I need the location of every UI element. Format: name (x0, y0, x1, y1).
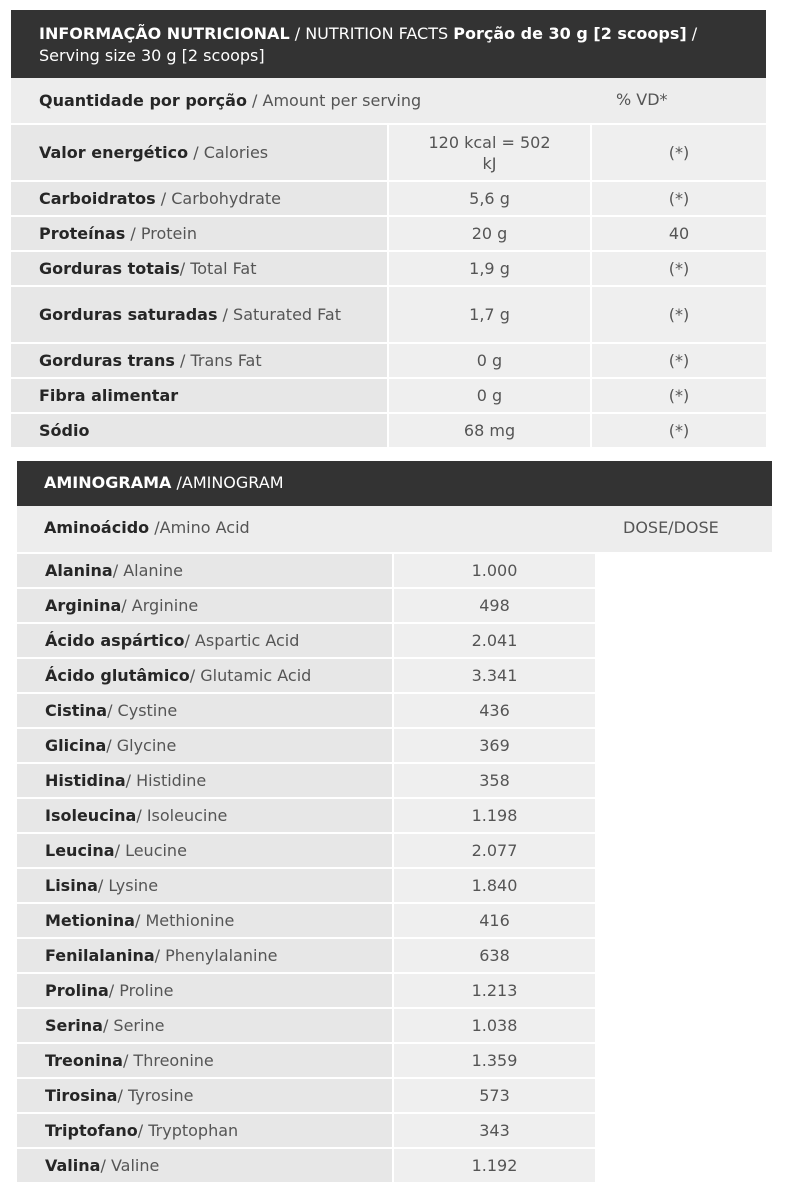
nutrition-row (11, 125, 766, 182)
amino-name (17, 764, 394, 799)
amount-label-pt: Quantidade por porção (39, 91, 247, 110)
amino-name-pt: Alanina (45, 561, 113, 580)
nutrient-daily-value: (*) (592, 125, 766, 182)
amino-row (17, 1044, 772, 1079)
amino-name (17, 869, 394, 904)
amino-dose: 1.192 (394, 1149, 595, 1184)
amino-row (17, 729, 772, 764)
nutrition-header (11, 10, 766, 78)
amino-name-en: / Valine (100, 1156, 160, 1175)
amino-name-en: / Alanine (112, 561, 183, 580)
amino-name-pt: Prolina (45, 981, 109, 1000)
amino-row (17, 694, 772, 729)
amino-name-en: / Aspartic Acid (184, 631, 300, 650)
nutrient-amount (389, 125, 592, 182)
amino-row (17, 1149, 772, 1184)
amino-empty-cell (595, 1079, 772, 1114)
nutrient-amount (389, 379, 592, 414)
amino-row (17, 624, 772, 659)
nutrient-amount (389, 344, 592, 379)
amino-name (17, 554, 394, 589)
amino-dose: 358 (394, 764, 595, 799)
amino-name-en: / Tryptophan (137, 1121, 239, 1140)
nutrient-name (11, 182, 389, 217)
serving-size-en: / Serving size 30 g [2 scoops] (39, 24, 698, 65)
amino-empty-cell (595, 904, 772, 939)
nutrient-name-en: / Carbohydrate (155, 189, 281, 208)
amino-empty-cell (595, 554, 772, 589)
nutrient-amount (389, 217, 592, 252)
nutrition-row (11, 252, 766, 287)
nutrient-name-pt: Proteínas (39, 224, 126, 243)
nutrition-title-pt: INFORMAÇÃO NUTRICIONAL (39, 24, 290, 43)
amino-dose: 2.041 (394, 624, 595, 659)
nutrient-amount (389, 287, 592, 344)
amino-name-en: / Phenylalanine (154, 946, 278, 965)
nutrient-amount-value: 68 mg (463, 421, 516, 440)
amino-dose: 369 (394, 729, 595, 764)
amino-row (17, 1079, 772, 1114)
amino-name (17, 1079, 394, 1114)
amino-empty-cell (595, 799, 772, 834)
nutrient-amount-value: 0 g (476, 386, 503, 405)
amino-dose: 1.000 (394, 554, 595, 589)
amino-name-pt: Ácido glutâmico (45, 666, 190, 685)
amino-name-en: / Glycine (106, 736, 177, 755)
nutrient-daily-value: (*) (592, 379, 766, 414)
nutrition-row (11, 344, 766, 379)
amino-name-en: / Glutamic Acid (189, 666, 312, 685)
amino-row (17, 1009, 772, 1044)
amino-name-en: / Histidine (125, 771, 207, 790)
amino-name (17, 729, 394, 764)
amino-name (17, 834, 394, 869)
amino-dose: 1.198 (394, 799, 595, 834)
amino-name (17, 659, 394, 694)
amino-name-pt: Treonina (45, 1051, 123, 1070)
amino-dose: 416 (394, 904, 595, 939)
amino-name-pt: Fenilalanina (45, 946, 155, 965)
amino-dose: 638 (394, 939, 595, 974)
amino-empty-cell (595, 624, 772, 659)
amino-row (17, 1114, 772, 1149)
nutrient-name-pt: Gorduras saturadas (39, 305, 218, 324)
nutrient-name-en: / Total Fat (179, 259, 257, 278)
amino-name-pt: Isoleucina (45, 806, 137, 825)
amino-name-pt: Metionina (45, 911, 135, 930)
amino-name-pt: Tirosina (45, 1086, 118, 1105)
amino-row (17, 834, 772, 869)
amino-name (17, 1149, 394, 1184)
amino-row (17, 764, 772, 799)
nutrition-table (11, 10, 766, 449)
nutrient-amount-value: 5,6 g (469, 189, 510, 208)
amino-dose: 2.077 (394, 834, 595, 869)
amino-empty-cell (595, 869, 772, 904)
nutrient-amount-value: 1,9 g (469, 259, 510, 278)
amino-label-en: /Amino Acid (149, 518, 250, 537)
amount-per-serving-label (39, 90, 421, 111)
nutrition-row (11, 379, 766, 414)
aminogram-title-en: /AMINOGRAM (171, 473, 284, 492)
amino-name (17, 624, 394, 659)
nutrient-name-en: / Saturated Fat (217, 305, 341, 324)
nutrition-row (11, 287, 766, 344)
aminogram-header (17, 461, 772, 506)
nutrient-name (11, 125, 389, 182)
nutrient-amount-value: 20 g (471, 224, 508, 243)
amino-name-pt: Ácido aspártico (45, 631, 185, 650)
nutrient-name (11, 252, 389, 287)
aminogram-column-header (17, 506, 772, 554)
nutrient-name-pt: Carboidratos (39, 189, 156, 208)
amino-empty-cell (595, 694, 772, 729)
amino-name (17, 694, 394, 729)
nutrient-name-pt: Gorduras totais (39, 259, 180, 278)
amino-name-en: / Isoleucine (136, 806, 228, 825)
amino-row (17, 904, 772, 939)
aminogram-rows (17, 554, 772, 1184)
amino-empty-cell (595, 1009, 772, 1044)
amino-name (17, 939, 394, 974)
amino-name (17, 974, 394, 1009)
amino-name-en: / Leucine (114, 841, 187, 860)
amino-empty-cell (595, 834, 772, 869)
amino-name (17, 1044, 394, 1079)
nutrient-name (11, 379, 389, 414)
amino-name-pt: Valina (45, 1156, 101, 1175)
amino-name-pt: Arginina (45, 596, 122, 615)
amino-name-en: / Arginine (121, 596, 199, 615)
amino-name-pt: Lisina (45, 876, 98, 895)
amino-name-pt: Glicina (45, 736, 107, 755)
amino-empty-cell (595, 1114, 772, 1149)
nutrition-column-header (11, 78, 766, 125)
amino-dose: 436 (394, 694, 595, 729)
nutrient-amount-value: 1,7 g (469, 305, 510, 324)
nutrient-name (11, 344, 389, 379)
amino-name-en: / Lysine (97, 876, 159, 895)
nutrient-name-pt: Gorduras trans (39, 351, 175, 370)
nutrient-name-pt: Sódio (39, 421, 90, 440)
amino-dose: 498 (394, 589, 595, 624)
amino-acid-label (44, 518, 250, 537)
nutrient-name-en: / Trans Fat (174, 351, 262, 370)
nutrient-amount (389, 252, 592, 287)
amino-name-en: / Cystine (107, 701, 178, 720)
amino-name-pt: Cistina (45, 701, 108, 720)
nutrient-amount-value: 120 kcal = 502 kJ (428, 132, 551, 173)
amino-dose: 1.038 (394, 1009, 595, 1044)
amino-row (17, 799, 772, 834)
nutrition-rows (11, 125, 766, 449)
amino-empty-cell (595, 1044, 772, 1079)
amino-empty-cell (595, 974, 772, 1009)
amino-empty-cell (595, 939, 772, 974)
amino-row (17, 939, 772, 974)
nutrient-name-en: / Calories (188, 143, 269, 162)
nutrient-daily-value: (*) (592, 182, 766, 217)
amino-name-en: / Serine (102, 1016, 165, 1035)
amino-name-en: / Tyrosine (117, 1086, 194, 1105)
nutrition-row (11, 414, 766, 449)
nutrient-name-pt: Fibra alimentar (39, 386, 179, 405)
dose-label: DOSE/DOSE (623, 518, 719, 537)
amount-label-en: / Amount per serving (246, 91, 422, 110)
aminogram-title-pt: AMINOGRAMA (44, 473, 172, 492)
daily-value-label: % VD* (616, 90, 668, 109)
nutrition-title-en: / NUTRITION FACTS (289, 24, 454, 43)
amino-name-en: / Proline (108, 981, 174, 1000)
amino-label-pt: Aminoácido (44, 518, 150, 537)
amino-name-pt: Histidina (45, 771, 126, 790)
amino-dose: 1.359 (394, 1044, 595, 1079)
amino-empty-cell (595, 589, 772, 624)
serving-size-pt: Porção de 30 g [2 scoops] (453, 24, 687, 43)
amino-row (17, 974, 772, 1009)
amino-name-pt: Serina (45, 1016, 103, 1035)
nutrient-name-pt: Valor energético (39, 143, 189, 162)
nutrient-amount (389, 414, 592, 449)
nutrient-name (11, 414, 389, 449)
amino-row (17, 869, 772, 904)
amino-name (17, 1114, 394, 1149)
nutrient-amount-value: 0 g (476, 351, 503, 370)
amino-dose: 1.840 (394, 869, 595, 904)
nutrient-daily-value: (*) (592, 414, 766, 449)
amino-name (17, 1009, 394, 1044)
nutrient-daily-value: (*) (592, 252, 766, 287)
amino-dose: 573 (394, 1079, 595, 1114)
amino-name-pt: Triptofano (45, 1121, 138, 1140)
amino-dose: 1.213 (394, 974, 595, 1009)
amino-empty-cell (595, 1149, 772, 1184)
amino-dose: 343 (394, 1114, 595, 1149)
amino-name (17, 589, 394, 624)
nutrient-name (11, 287, 389, 344)
amino-name-en: / Threonine (122, 1051, 214, 1070)
amino-name (17, 904, 394, 939)
amino-row (17, 554, 772, 589)
amino-dose: 3.341 (394, 659, 595, 694)
nutrition-row (11, 217, 766, 252)
amino-row (17, 589, 772, 624)
nutrient-name-en: / Protein (125, 224, 197, 243)
amino-empty-cell (595, 729, 772, 764)
amino-empty-cell (595, 659, 772, 694)
nutrient-daily-value: 40 (592, 217, 766, 252)
amino-empty-cell (595, 764, 772, 799)
nutrient-amount (389, 182, 592, 217)
nutrient-daily-value: (*) (592, 344, 766, 379)
amino-row (17, 659, 772, 694)
nutrition-row (11, 182, 766, 217)
nutrient-name (11, 217, 389, 252)
amino-name-pt: Leucina (45, 841, 115, 860)
amino-name (17, 799, 394, 834)
amino-name-en: / Methionine (134, 911, 235, 930)
nutrient-daily-value: (*) (592, 287, 766, 344)
aminogram-table (17, 461, 772, 1184)
